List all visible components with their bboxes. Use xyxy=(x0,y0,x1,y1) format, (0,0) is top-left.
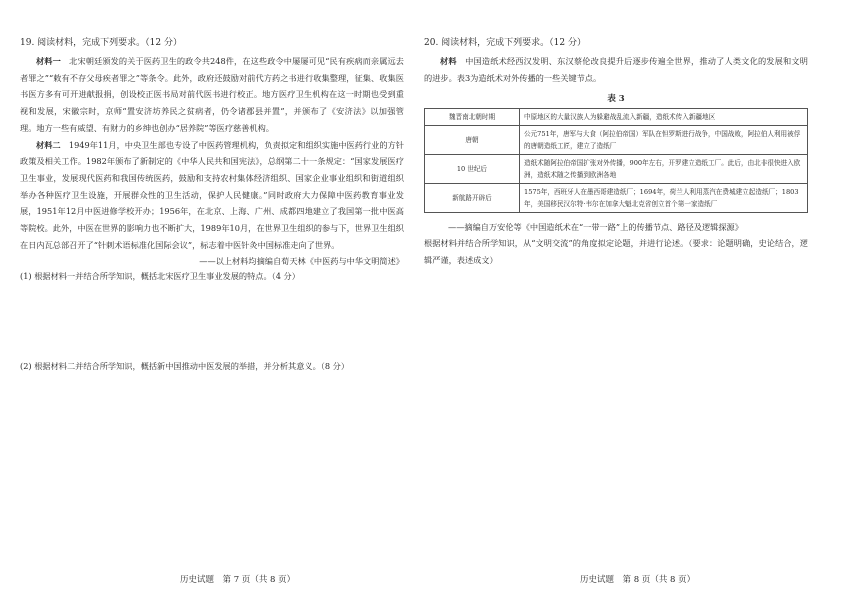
page-8-footer: 历史试题 第 8 页（共 8 页） xyxy=(580,575,696,585)
material-text: 中国造纸术经西汉发明、东汉蔡伦改良提升后逐步传遍全世界，推动了人类文化的发展和文明的进步。表3为造纸术对外传播的一些关键节点。 xyxy=(424,56,808,83)
question-19-heading: 19. 阅读材料，完成下列要求。（12 分） xyxy=(20,38,182,48)
table-row xyxy=(425,109,808,126)
q19-subquestion-2: (2) 根据材料二并结合所学知识，概括新中国推动中医发展的举措，并分析其意义。（8 分） xyxy=(20,361,350,372)
material-label: 材料 xyxy=(440,56,457,66)
material-1-text: 北宋朝廷颁发的关于医药卫生的政令共248件，在这些政令中屡屡可见“民有疾病而亲属远去者罪之”“敕有不存父母疾者罪之”等条令。此外，政府还鼓励对前代方药之书进行收集整理，征集、收集医书医方多有可开进献报捐，创设校正医书局对前代医书进行校正。地方医疗卫生机构在这一时期也受到重视和发展，宋徽宗时，京师“置安济坊养民之贫病者，仍令诸郡县并置”，并颁布了《安济法》以加强管理。地方一些有威望、有财力的乡绅也创办“居养院”等医疗慈善机构。 xyxy=(20,56,404,133)
table-row xyxy=(425,155,808,184)
table-row xyxy=(425,126,808,155)
question-20-heading: 20. 阅读材料，完成下列要求。（12 分） xyxy=(424,38,586,48)
q19-subquestion-1: (1) 根据材料一并结合所学知识，概括北宋医疗卫生事业发展的特点。（4 分） xyxy=(20,271,300,282)
material-2-text: 1949年11月，中央卫生部也专设了中医药管理机构，负责拟定和组织实施中医药行业的方针政策及相关工作。1982年颁布了新制定的《中华人民共和国宪法》，总纲第二十一条规定：“国家发展医疗卫生事业，发展现代医药和我国传统医药，鼓励和支持农村集体经济组织、国家企业事业组织和街道组织举办各种医疗卫生设施，开展群众性的卫生活动，保护人民健康。”同时政府大力保障中医药教育事业发展，1951年12月中医进修学校开办；1956年，在北京、上海、广州、成都四地建立了我国第一批中医高等院校。此外，中医在世界的影响力也不断扩大，1989年10月，在世界卫生组织的参与下，世界卫生组织在日内瓦总部召开了“针刺术语标准化国际会议”，标志着中医针灸中国标准走向了世界。 xyxy=(20,139,404,250)
exam-page-8 xyxy=(424,36,808,269)
answer-space-1 xyxy=(20,283,404,359)
table-cell-event: 公元751年，唐军与大食（阿拉伯帝国）军队在怛罗斯进行战争，中国战败，阿拉伯人利用被俘的唐朝造纸工匠，建立了造纸厂 xyxy=(520,126,808,155)
material-2-label: 材料二 xyxy=(36,139,61,150)
table-cell-era: 唐朝 xyxy=(425,126,520,155)
material-1-label: 材料一 xyxy=(36,56,61,66)
page-7-footer: 历史试题 第 7 页（共 8 页） xyxy=(180,575,296,585)
q19-material-1 xyxy=(20,53,404,137)
table-cell-event: 中原地区的大量汉族人为躲避战乱流入新疆，造纸术传入新疆地区 xyxy=(520,109,808,126)
q20-source-citation: ——摘编自万安伦等《中国造纸术在“一带一路”上的传播节点、路径及逻辑探源》 xyxy=(448,222,743,233)
table-cell-event: 造纸术随阿拉伯帝国扩张对外传播，900年左右，开罗建立造纸工厂。此后，由北非很快进入欧洲，造纸术随之传播到欧洲各地 xyxy=(520,155,808,184)
exam-page-7 xyxy=(20,36,404,373)
table-cell-era: 魏晋南北朝时期 xyxy=(425,109,520,126)
q20-requirement: 根据材料并结合所学知识，从“文明交流”的角度拟定论题，并进行论述。（要求：论题明确，史论结合，逻辑严谨，表述成文） xyxy=(424,238,808,266)
q19-source-citation: ——以上材料均摘编自荀天林《中医药与中华文明简述》 xyxy=(199,256,404,267)
table-row xyxy=(425,184,808,213)
table-cell-era: 新航路开辟后 xyxy=(425,184,520,213)
table-cell-era: 10 世纪后 xyxy=(425,155,520,184)
table-3-caption: 表 3 xyxy=(607,94,625,105)
paper-spread-table xyxy=(424,108,808,213)
table-cell-event: 1575年，西班牙人在墨西哥建造纸厂；1694年，荷兰人利用蒸汽在费城建立起造纸厂；1803年，美国移民汉尔特·韦尔在加拿大魁北克省创立首个第一家造纸厂 xyxy=(520,184,808,213)
q19-material-2 xyxy=(20,137,404,254)
q20-material xyxy=(424,53,808,86)
